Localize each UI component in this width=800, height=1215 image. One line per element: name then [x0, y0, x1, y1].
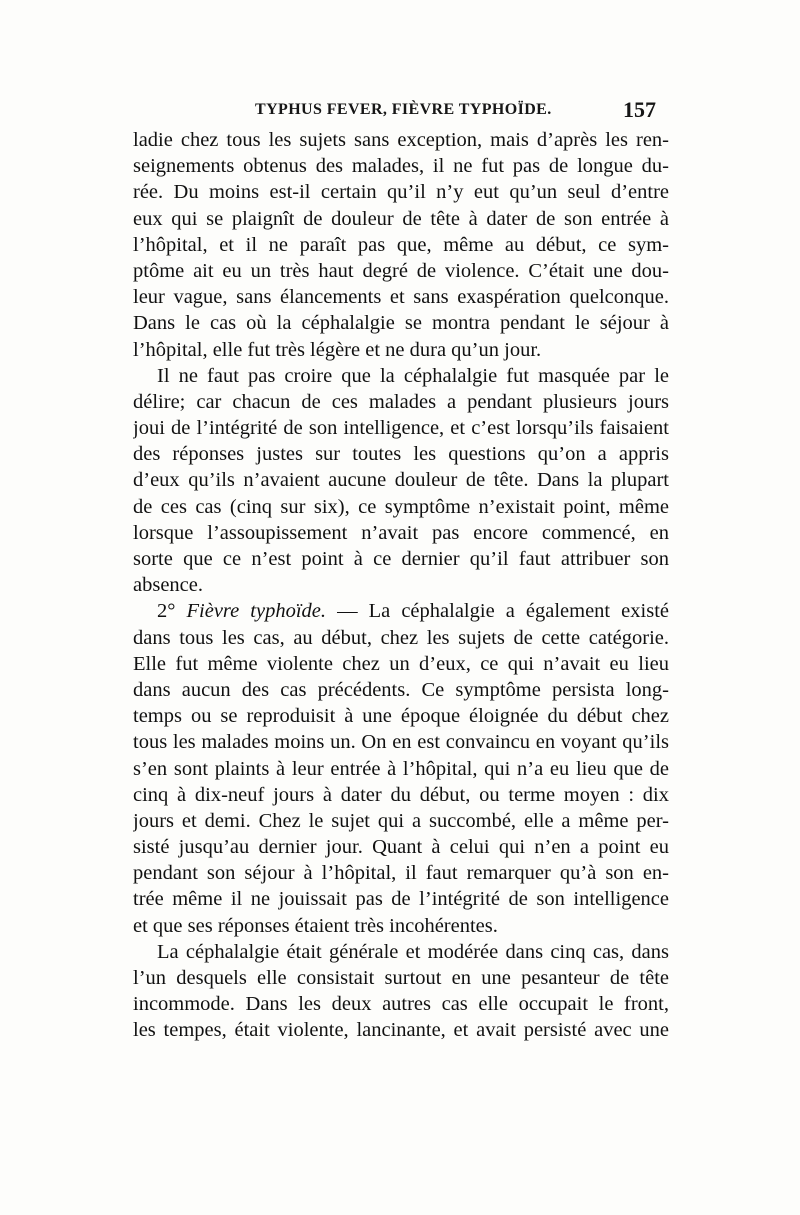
text-line: eux qui se plaignît de douleur de tête à dater de son entrée à [133, 207, 669, 230]
text-line: La céphalalgie était générale et modérée dans cinq cas, dans [157, 940, 669, 963]
section-heading-line [133, 598, 669, 624]
text-fragment: — La céphalalgie a également existé [337, 600, 669, 623]
paragraph-3 [133, 598, 669, 938]
page-number: 157 [623, 97, 656, 122]
text-line: absence. [133, 574, 203, 597]
text-line: Il ne faut pas croire que la céphalalgie fut masquée par le [157, 364, 669, 387]
section-number: 2° [157, 600, 176, 623]
text-line: cinq à dix-neuf jours à dater du début, ou terme moyen : dix [133, 783, 669, 806]
text-line: lorsque l’assoupissement n’avait pas encore commencé, en [133, 521, 669, 544]
text-line: et que ses réponses étaient très incohérentes. [133, 914, 498, 937]
text-line: seignements obtenus des malades, il ne fut pas de longue du- [133, 155, 669, 178]
text-line: jours et demi. Chez le sujet qui a succombé, elle a même per- [133, 809, 669, 832]
text-line: Elle fut même violente chez un d’eux, ce qui n’avait eu lieu [133, 652, 669, 675]
paragraph-4 [133, 939, 669, 1044]
paragraph-1 [133, 127, 669, 363]
text-line: délire; car chacun de ces malades a pendant plusieurs jours [133, 390, 669, 413]
text-line: leur vague, sans élancements et sans exaspération quelconque. [133, 286, 669, 309]
text-line: l’un desquels elle consistait surtout en une pesanteur de tête [133, 967, 669, 989]
text-line: l’hôpital, elle fut très légère et ne dura qu’un jour. [133, 338, 542, 361]
text-line: des réponses justes sur toutes les questions qu’on a appris [133, 443, 669, 466]
text-line: de ces cas (cinq sur six), ce symptôme n’existait point, même [133, 495, 669, 518]
section-title: Fièvre typhoïde. [186, 600, 327, 623]
text-line: temps ou se reproduisit à une époque éloignée du début chez [133, 705, 669, 728]
text-line: pendant son séjour à l’hôpital, il faut remarquer qu’à son en- [133, 862, 669, 885]
text-line: d’eux qu’ils n’avaient aucune douleur de tête. Dans la plupart [133, 469, 669, 492]
text-line: sisté jusqu’au dernier jour. Quant à celui qui n’en a point eu [133, 836, 669, 859]
text-line: s’en sont plaints à leur entrée à l’hôpital, qui n’a eu lieu que de [133, 757, 669, 780]
body-text [133, 127, 669, 1044]
text-line: dans tous les cas, au début, chez les sujets de cette catégorie. [133, 626, 669, 649]
text-line: sorte que ce n’est point à ce dernier qu’il faut attribuer son [133, 548, 669, 570]
text-line: trée même il ne jouissait pas de l’intégrité de son intelligence [133, 888, 669, 911]
paragraph-2 [133, 363, 669, 599]
running-header [133, 97, 656, 127]
text-line: l’hôpital, et il ne paraît pas que, même au début, ce sym- [133, 233, 669, 256]
text-line: ptôme ait eu un très haut degré de violence. C’était une dou- [133, 259, 669, 282]
text-line: les tempes, était violente, lancinante, et avait persisté avec une [133, 1019, 669, 1042]
text-line: incommode. Dans les deux autres cas elle occupait le front, [133, 993, 669, 1016]
text-line: joui de l’intégrité de son intelligence, et c’est lorsqu’ils faisaient [133, 417, 669, 440]
text-line: dans aucun des cas précédents. Ce symptôme persista long- [133, 678, 669, 701]
text-line: tous les malades moins un. On en est convaincu en voyant qu’ils [133, 731, 669, 754]
text-line: Dans le cas où la céphalalgie se montra pendant le séjour à [133, 312, 669, 335]
text-line: rée. Du moins est-il certain qu’il n’y eut qu’un seul d’entre [133, 181, 669, 204]
running-title: TYPHUS FEVER, FIÈVRE TYPHOÏDE. [255, 101, 552, 118]
text-line: ladie chez tous les sujets sans exception, mais d’après les ren- [133, 129, 669, 151]
